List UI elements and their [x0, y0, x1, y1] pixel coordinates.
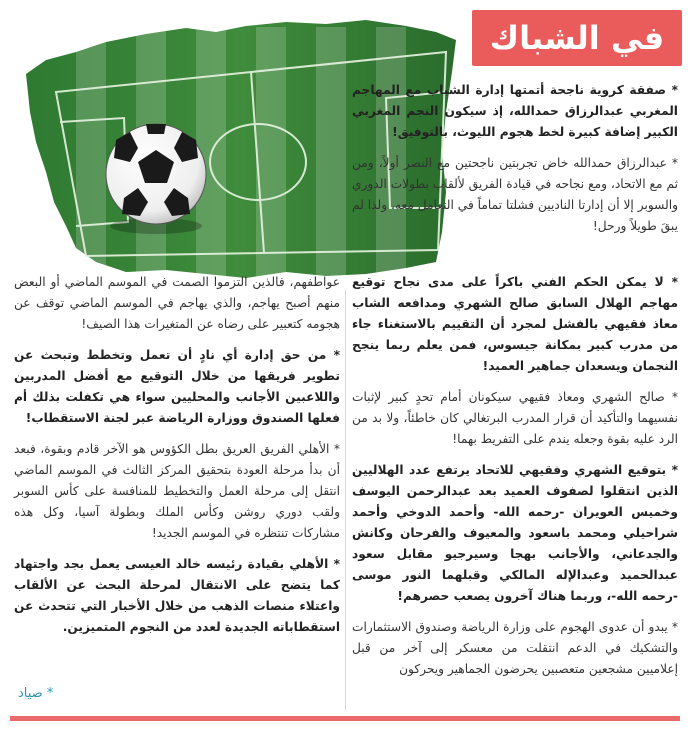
column-divider	[345, 290, 346, 710]
paragraph: * عبدالرزاق حمدالله خاض تجربتين ناجحتين مع النصر أولاً، ومن ثم مع الاتحاد، ومع نجاحه في قيادة الفريق لألقاب بطولات الدوري والسوبر إلا أن إدارتا الناديين فشلتا تماماً في التعامل معه، ولذا لم يبقَ طويلاً ورحل!	[352, 156, 678, 233]
signature-text: صياد	[18, 686, 43, 701]
paragraph: * لا يمكن الحكم الفني باكراً على مدى نجاح توقيع مهاجم الهلال السابق صالح الشهري ومدافعه الشاب معاذ فقيهي بالفشل لمجرد أن التقييم بالاستغناء جاء من مدرب كبير بمكانة جيسوس، فمن يعلم ربما ينجح النجمان ويسعدان جماهير العميد!	[352, 275, 678, 373]
article-column-top	[352, 80, 678, 247]
paragraph: * الأهلي الفريق العريق بطل الكؤوس هو الآخر قادم وبقوة، فبعد أن بدأ مرحلة العودة بتحقيق المركز الثالث في الموسم الماضي انتقل إلى مرحلة العمل والتخطيط للمنافسة على كأس السوبر ولقب دوري روشن وكأس الملك وبطولة آسيا، وكل هذه مشاركات تنتظره في الموسم الجديد!	[14, 442, 340, 540]
paragraph: * بتوقيع الشهري وفقيهي للاتحاد يرتفع عدد الهلاليين الذين انتقلوا لصفوف العميد بعد عبدالرحمن اليوسف وخميس العويران -رحمه الله- وأحمد الدوخي وأحمد شراحيلي ومحمد باسعود والمعيوف والفرحان وكانش والجدعاني، والأجانب بهجا وسيرجيو مقابل سعود عبدالحميد وعبدالإله المالكي وقبلهما النور موسى -رحمه الله-، وربما هناك آخرون يصعب حصرهم!	[352, 463, 678, 603]
paragraph: عواطفهم، فالذين التزموا الصمت في الموسم الماضي أو البعض منهم أصبح يهاجم، والذي يهاجم في الموسم الماضي توقف عن هجومه كتعبير على رضاه عن المتغيرات هذا الصيف!	[14, 275, 340, 331]
paragraph: * من حق إدارة أي نادٍ أن تعمل وتخطط وتبحث عن تطوير فريقها من خلال التوقيع مع أفضل المدربين واللاعبين الأجانب والمحليين سواء هي تكفلت بذلك أم فعلها الصندوق ووزارة الرياضة عبر لجنة الاستقطاب!	[14, 348, 340, 425]
paragraph: * يبدو أن عدوى الهجوم على وزارة الرياضة وصندوق الاستثمارات والتشكيك في الدعم انتقلت من معسكر إلى آخر من قبل إعلاميين مشجعين متعصبين يحرضون الجماهير ويحركون	[352, 620, 678, 676]
paragraph: * صفقة كروية ناجحة أتمتها إدارة الشباب مع المهاجم المغربي عبدالرزاق حمدالله، إذ سيكون النجم المغربي الكبير إضافة كبيرة لخط هجوم الليوث، بالتوفيق!	[352, 83, 678, 139]
section-title-box	[472, 10, 682, 66]
article-column-right	[352, 272, 678, 690]
paragraph: * صالح الشهري ومعاذ فقيهي سيكونان أمام تحدٍ كبير لإثبات نفسيهما والتأكيد أن قرار المدرب البرتغالي كان خاطئاً، ولا بد من الرد عليه بقوة وجعله يندم على التفريط بهما!	[352, 390, 678, 446]
section-title: في الشباك	[489, 19, 665, 57]
author-signature	[18, 686, 53, 701]
signature-mark: *	[46, 686, 54, 701]
article-column-left	[14, 272, 340, 648]
top-divider	[0, 0, 690, 6]
paragraph: * الأهلي بقيادة رئيسه خالد العيسى يعمل بجد واجتهاد كما يتضح على الانتقال لمرحلة البحث عن الألقاب واعتلاء منصات الذهب من خلال الأخبار التي تتحدث عن استقطاباته الجديدة لعدد من النجوم المتميزين.	[14, 557, 340, 634]
bottom-accent-bar	[10, 716, 680, 721]
